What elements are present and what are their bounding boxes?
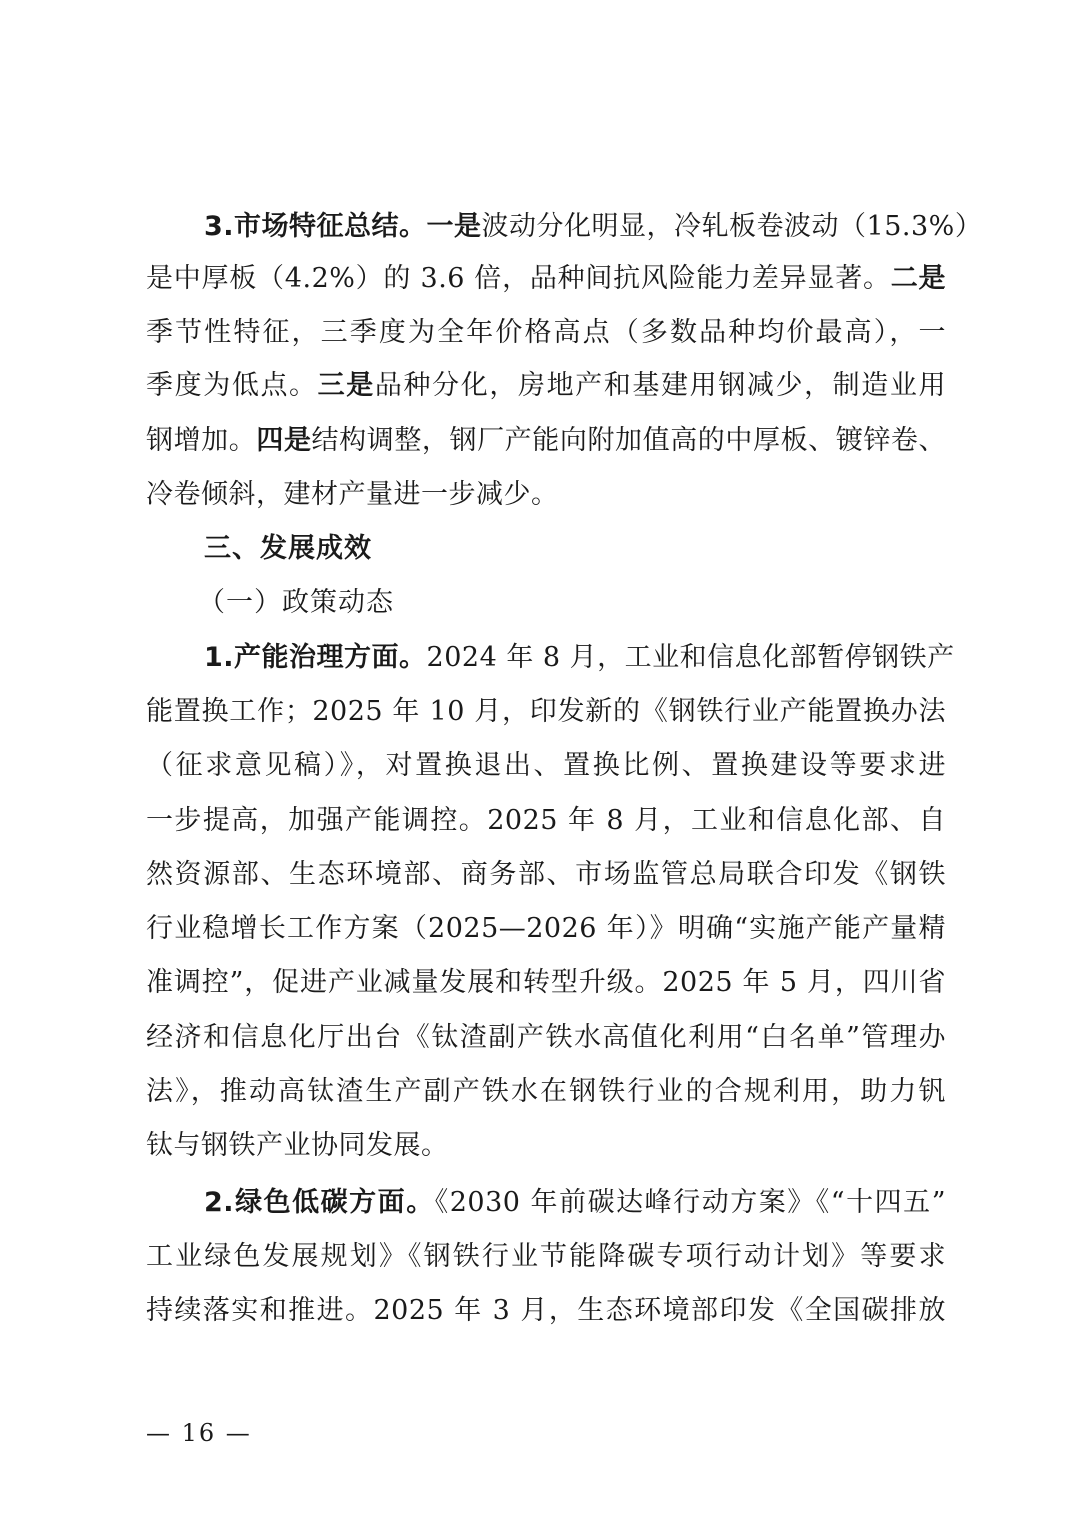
text-run: 冷卷倾斜，建材产量进一步减少。 bbox=[146, 479, 559, 510]
chapter-heading: 三、发展成效 bbox=[204, 533, 372, 564]
text-run: 季节性特征，三季度为全年价格高点（多数品种均价最高），一 bbox=[146, 317, 946, 348]
text-line bbox=[146, 804, 946, 838]
text-run: 经济和信息化厅出台《钛渣副产铁水高值化利用“白名单”管理办 bbox=[146, 1022, 946, 1053]
text-run: 是中厚板（4.2%）的 3.6 倍，品种间抗风险能力差异显著。 bbox=[146, 263, 891, 294]
text-run: 2024 年 8 月，工业和信息化部暂停钢铁产 bbox=[426, 642, 955, 673]
text-line bbox=[204, 1186, 946, 1220]
text-line bbox=[146, 369, 946, 403]
text-run: 然资源部、生态环境部、商务部、市场监管总局联合印发《钢铁 bbox=[146, 859, 946, 890]
text-line bbox=[146, 912, 946, 946]
text-run: 工业绿色发展规划》《钢铁行业节能降碳专项行动计划》等要求 bbox=[146, 1241, 946, 1272]
text-line bbox=[146, 1240, 946, 1274]
text-run: （征求意见稿）》，对置换退出、置换比例、置换建设等要求进 bbox=[146, 750, 946, 781]
text-run: 法》，推动高钛渣生产副产铁水在钢铁行业的合规利用，助力钒 bbox=[146, 1076, 946, 1107]
text-run: 持续落实和推进。2025 年 3 月，生态环境部印发《全国碳排放 bbox=[146, 1295, 946, 1326]
bold-marker: 四是 bbox=[256, 425, 312, 456]
text-run: 结构调整，钢厂产能向附加值高的中厚板、镀锌卷、 bbox=[311, 425, 947, 456]
bold-marker: 一是 bbox=[426, 211, 482, 242]
text-run: 《2030 年前碳达峰行动方案》《“十四五” bbox=[434, 1187, 946, 1218]
text-line bbox=[146, 424, 946, 458]
text-line bbox=[204, 210, 983, 244]
text-line bbox=[146, 316, 946, 350]
text-line bbox=[146, 478, 946, 512]
text-line bbox=[146, 1129, 946, 1163]
bold-lead: 1.产能治理方面。 bbox=[204, 642, 427, 673]
bold-marker: 二是 bbox=[890, 263, 946, 294]
page-number: — 16 — bbox=[146, 1419, 252, 1447]
text-line bbox=[146, 1075, 946, 1109]
text-line bbox=[146, 262, 946, 296]
text-run: 钢增加。 bbox=[146, 425, 257, 456]
text-line bbox=[204, 641, 955, 675]
text-line bbox=[146, 749, 946, 783]
subsection-heading: （一）政策动态 bbox=[198, 587, 394, 618]
text-line bbox=[146, 695, 946, 729]
text-line bbox=[146, 858, 946, 892]
text-run: 品种分化，房地产和基建用钢减少，制造业用 bbox=[374, 370, 947, 401]
text-line bbox=[146, 1021, 946, 1055]
text-line bbox=[146, 1294, 946, 1328]
bold-marker: 三是 bbox=[317, 370, 375, 401]
bold-lead: 2.绿色低碳方面。 bbox=[204, 1187, 435, 1218]
text-run: 能置换工作；2025 年 10 月，印发新的《钢铁行业产能置换办法 bbox=[146, 696, 946, 727]
text-run: 季度为低点。 bbox=[146, 370, 318, 401]
text-line bbox=[146, 966, 946, 1000]
text-run: 波动分化明显，冷轧板卷波动（15.3%） bbox=[481, 211, 983, 242]
bold-lead: 3.市场特征总结。 bbox=[204, 211, 427, 242]
text-run: 行业稳增长工作方案（2025—2026 年）》明确“实施产能产量精 bbox=[146, 913, 946, 944]
text-run: 准调控”，促进产业减量发展和转型升级。2025 年 5 月，四川省 bbox=[146, 967, 946, 998]
text-run: 钛与钢铁产业协同发展。 bbox=[146, 1130, 449, 1161]
text-run: 一步提高，加强产能调控。2025 年 8 月，工业和信息化部、自 bbox=[146, 805, 946, 836]
